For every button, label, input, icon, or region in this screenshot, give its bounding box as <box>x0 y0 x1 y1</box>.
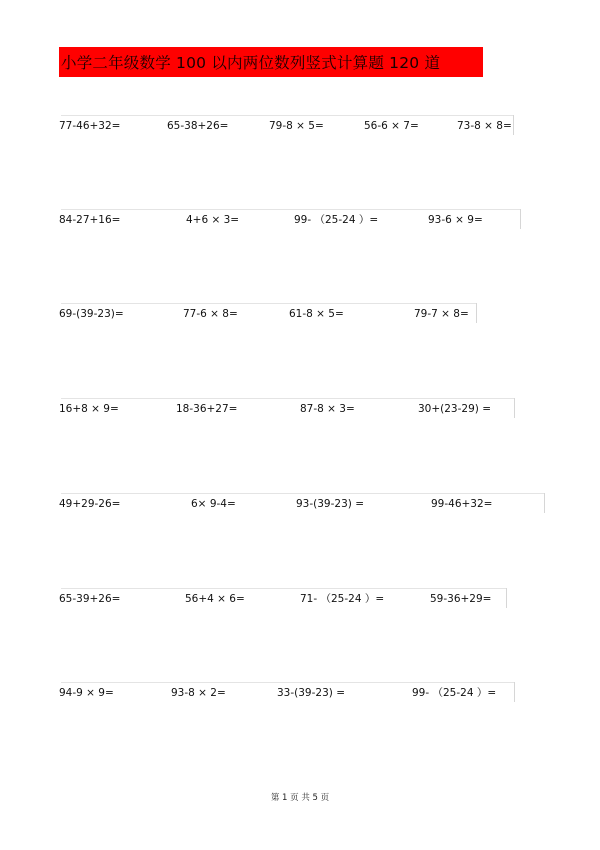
math-problem: 18-36+27= <box>176 403 238 415</box>
math-problem: 93-8 × 2= <box>171 687 226 699</box>
row-end-mark <box>544 493 545 513</box>
math-problem: 94-9 × 9= <box>59 687 114 699</box>
problem-row <box>0 592 600 612</box>
row-end-mark <box>513 115 514 135</box>
problem-row <box>0 497 600 517</box>
math-problem: 61-8 × 5= <box>289 308 344 320</box>
row-end-mark <box>476 303 477 323</box>
math-problem: 93-(39-23) = <box>296 498 364 510</box>
math-problem: 56-6 × 7= <box>364 120 419 132</box>
math-problem: 79-7 × 8= <box>414 308 469 320</box>
math-problem: 71- （25-24 ）= <box>300 593 385 605</box>
math-problem: 84-27+16= <box>59 214 121 226</box>
math-problem: 99- （25-24 ）= <box>294 214 379 226</box>
row-divider <box>61 115 513 116</box>
math-problem: 93-6 × 9= <box>428 214 483 226</box>
page-title: 小学二年级数学 100 以内两位数列竖式计算题 120 道 <box>59 47 483 77</box>
math-problem: 16+8 × 9= <box>59 403 119 415</box>
row-divider <box>61 398 514 399</box>
math-problem: 69-(39-23)= <box>59 308 124 320</box>
problem-row <box>0 119 600 139</box>
math-problem: 30+(23-29) = <box>418 403 491 415</box>
math-problem: 99- （25-24 ）= <box>412 687 497 699</box>
row-divider <box>61 588 506 589</box>
problem-row <box>0 213 600 233</box>
math-problem: 77-6 × 8= <box>183 308 238 320</box>
row-end-mark <box>506 588 507 608</box>
math-problem: 73-8 × 8= <box>457 120 512 132</box>
math-problem: 65-39+26= <box>59 593 121 605</box>
row-end-mark <box>520 209 521 229</box>
math-problem: 33-(39-23) = <box>277 687 345 699</box>
row-divider <box>61 303 476 304</box>
math-problem: 77-46+32= <box>59 120 121 132</box>
row-divider <box>61 682 514 683</box>
problem-row <box>0 307 600 327</box>
math-problem: 56+4 × 6= <box>185 593 245 605</box>
math-problem: 6× 9-4= <box>191 498 236 510</box>
page-footer: 第 1 页 共 5 页 <box>270 793 330 803</box>
row-end-mark <box>514 682 515 702</box>
problem-row <box>0 686 600 706</box>
math-problem: 87-8 × 3= <box>300 403 355 415</box>
math-problem: 79-8 × 5= <box>269 120 324 132</box>
problem-row <box>0 402 600 422</box>
math-problem: 4+6 × 3= <box>186 214 240 226</box>
math-problem: 65-38+26= <box>167 120 229 132</box>
row-end-mark <box>514 398 515 418</box>
row-divider <box>61 209 520 210</box>
row-divider <box>61 493 544 494</box>
math-problem: 99-46+32= <box>431 498 493 510</box>
math-problem: 59-36+29= <box>430 593 492 605</box>
math-problem: 49+29-26= <box>59 498 121 510</box>
